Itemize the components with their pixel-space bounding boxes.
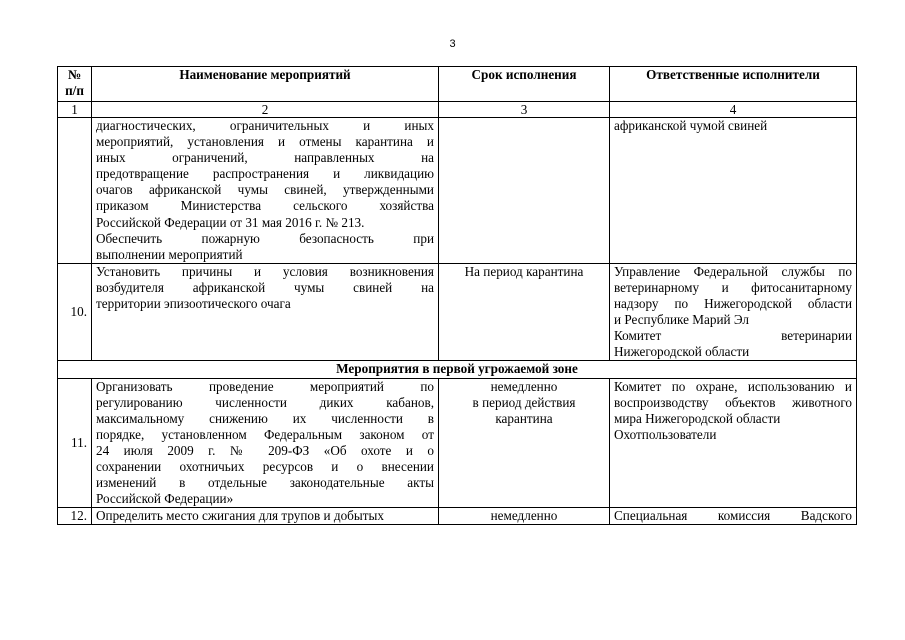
measure-line: максимальному снижению их численности в [96, 410, 434, 426]
term-cell: немедленно [439, 508, 610, 525]
term-cell [439, 118, 610, 264]
section-title: Мероприятия в первой угрожаемой зоне [58, 361, 857, 378]
term-cell: На период карантина [439, 263, 610, 361]
responsible-line: ветеринарному и фитосанитарному [614, 279, 852, 295]
section-row [58, 361, 857, 378]
column-index: 1 [58, 102, 92, 118]
measure-line: Организовать проведение мероприятий по [96, 378, 434, 394]
responsible-line: Специальная комиссия Вадского [614, 508, 852, 524]
responsible-cell [610, 118, 857, 264]
column-index: 4 [610, 102, 857, 118]
page-number: 3 [449, 38, 456, 50]
measure-cell [92, 118, 439, 264]
responsible-line: и Республике Марий Эл [614, 312, 749, 328]
measure-line: иных ограничений, направленных на [96, 150, 434, 166]
table-row-12 [58, 508, 857, 525]
table-row-11 [58, 378, 857, 508]
measure-line: изменений в отдельные законодательные акты [96, 475, 434, 491]
row-num: 12. [58, 508, 92, 525]
measure-cell [92, 378, 439, 508]
measure-line: возбудителя африканской чумы свиней на [96, 279, 434, 295]
header-num: № п/п [58, 67, 92, 102]
responsible-line: Комитет по охране, использованию и [614, 378, 852, 394]
header-responsible: Ответственные исполнители [610, 67, 857, 102]
responsible-cell [610, 508, 857, 525]
measure-cell [92, 508, 439, 525]
responsible-cell [610, 378, 857, 508]
measure-line: диагностических, ограничительных и иных [96, 118, 434, 133]
responsible-line: Охотпользователи [614, 426, 717, 442]
measures-table [57, 66, 857, 525]
measure-line: приказом Министерства сельского хозяйства [96, 198, 434, 214]
column-index-row [58, 102, 857, 118]
responsible-line: надзору по Нижегородской области [614, 296, 852, 312]
measure-line: мероприятий, установления и отмены карантина и [96, 134, 434, 150]
measure-line: Российской Федерации» [96, 491, 234, 507]
measure-line: 24 июля 2009 г. № 209-ФЗ «Об охоте и о [96, 442, 434, 458]
responsible-line: африканской чумой свиней [614, 118, 768, 133]
measure-line: территории эпизоотического очага [96, 296, 291, 312]
measure-line: очагов африканской чумы свиней, утвержденными [96, 182, 434, 198]
responsible-line: Комитет ветеринарии [614, 328, 852, 344]
responsible-line: воспроизводству объектов животного [614, 394, 852, 410]
header-term: Срок исполнения [439, 67, 610, 102]
responsible-line: мира Нижегородской области [614, 410, 781, 426]
responsible-line: Управление Федеральной службы по [614, 263, 852, 279]
row-num: 10. [58, 263, 92, 361]
measure-line: порядке, установленном Федеральным законом от [96, 426, 434, 442]
table-row-10 [58, 263, 857, 361]
measure-line: Обеспечить пожарную безопасность при [96, 230, 434, 246]
measure-line: Российской Федерации от 31 мая 2016 г. № 213. [96, 214, 365, 230]
row-num-cell [58, 118, 92, 264]
column-index: 2 [92, 102, 439, 118]
column-index: 3 [439, 102, 610, 118]
measure-line: сохранении охотничьих ресурсов и о внесении [96, 458, 434, 474]
measure-line: выполнении мероприятий [96, 246, 243, 262]
term-cell [439, 378, 610, 508]
responsible-cell [610, 263, 857, 361]
responsible-line: Нижегородской области [614, 344, 750, 360]
measure-line: предотвращение распространения и ликвидацию [96, 166, 434, 182]
measure-line: регулированию численности диких кабанов, [96, 394, 434, 410]
measure-line: Определить место сжигания для трупов и добытых [96, 508, 384, 524]
term-line: немедленно [490, 378, 558, 394]
header-row [58, 67, 857, 102]
term-line: карантина [495, 410, 553, 426]
measure-line: Установить причины и условия возникновения [96, 263, 434, 279]
header-measures: Наименование мероприятий [92, 67, 439, 102]
term-line: в период действия [472, 394, 576, 410]
measure-cell [92, 263, 439, 361]
row-num: 11. [58, 378, 92, 508]
table-row-continuation [58, 118, 857, 264]
